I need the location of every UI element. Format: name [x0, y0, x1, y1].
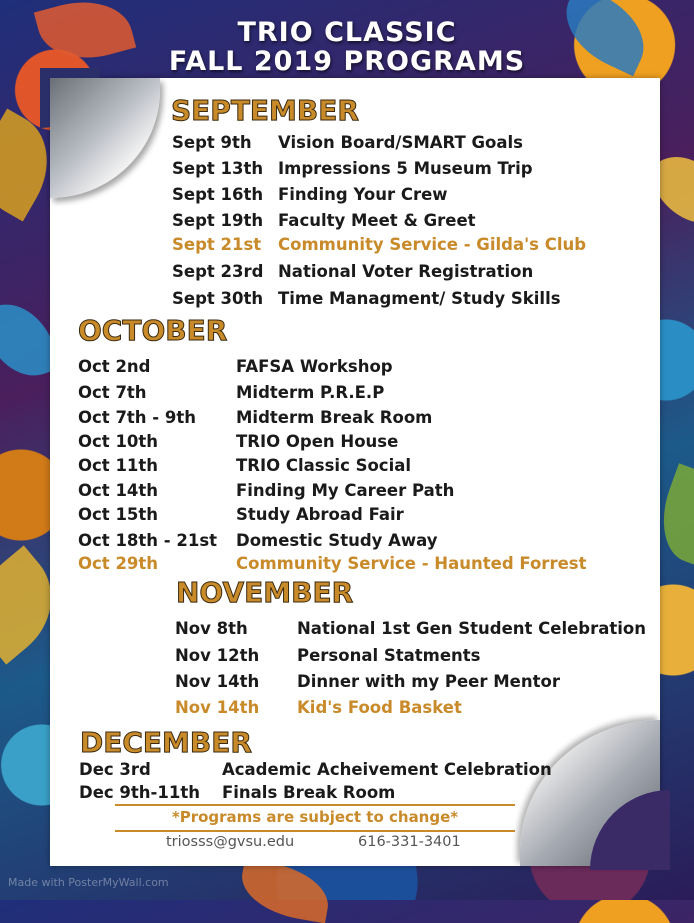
event-title: Dinner with my Peer Mentor: [297, 672, 560, 691]
event-title: FAFSA Workshop: [236, 357, 393, 376]
event-date: Oct 7th: [78, 383, 147, 402]
event-title: National Voter Registration: [278, 262, 534, 281]
event-date: Dec 3rd: [79, 760, 151, 779]
event-date: Sept 30th: [172, 289, 264, 308]
event-title: TRIO Classic Social: [236, 456, 412, 475]
event-date: Oct 15th: [78, 505, 159, 524]
event-date: Sept 13th: [172, 159, 264, 178]
divider-bottom: [115, 830, 515, 832]
event-date: Nov 8th: [175, 619, 248, 638]
contact-email: triosss@gvsu.edu: [166, 834, 295, 850]
leaf-decoration: [236, 859, 333, 923]
month-heading-september: SEPTEMBER: [171, 94, 359, 127]
event-title: Kid's Food Basket: [297, 698, 462, 717]
event-date: Nov 14th: [175, 672, 260, 691]
event-date: Nov 12th: [175, 646, 260, 665]
month-heading-november: NOVEMBER: [176, 576, 354, 609]
title-line-2: FALL 2019 PROGRAMS: [168, 46, 526, 77]
event-date: Oct 18th - 21st: [78, 531, 218, 550]
event-date: Sept 9th: [172, 133, 252, 152]
event-date: Sept 16th: [172, 185, 264, 204]
divider-top: [115, 804, 515, 806]
event-date: Oct 14th: [78, 481, 159, 500]
poster-title: [0, 18, 694, 76]
event-title: Impressions 5 Museum Trip: [278, 159, 533, 178]
change-notice: *Programs are subject to change*: [171, 808, 459, 826]
event-title: Personal Statments: [297, 646, 481, 665]
contact-phone: 616-331-3401: [358, 834, 461, 850]
event-date: Dec 9th-11th: [79, 783, 200, 802]
event-title: Domestic Study Away: [236, 531, 438, 550]
event-title: Midterm P.R.E.P: [236, 383, 385, 402]
event-title: Finding My Career Path: [236, 481, 455, 500]
title-line-1: TRIO CLASSIC: [237, 17, 457, 48]
event-title: TRIO Open House: [236, 432, 399, 451]
event-date: Sept 19th: [172, 211, 264, 230]
event-title: Vision Board/SMART Goals: [278, 133, 523, 152]
event-title: Community Service - Gilda's Club: [278, 235, 587, 254]
event-date: Nov 14th: [175, 698, 260, 717]
event-title: Community Service - Haunted Forrest: [236, 554, 587, 573]
event-date: Oct 2nd: [78, 357, 151, 376]
event-date: Oct 11th: [78, 456, 159, 475]
event-date: Oct 7th - 9th: [78, 408, 197, 427]
event-title: Finding Your Crew: [278, 185, 448, 204]
event-title: Time Managment/ Study Skills: [278, 289, 561, 308]
event-title: Midterm Break Room: [236, 408, 433, 427]
event-date: Sept 23rd: [172, 262, 264, 281]
event-title: Finals Break Room: [222, 783, 396, 802]
event-title: National 1st Gen Student Celebration: [297, 619, 647, 638]
event-date: Sept 21st: [172, 235, 262, 254]
event-title: Academic Acheivement Celebration: [222, 760, 552, 779]
event-title: Study Abroad Fair: [236, 505, 404, 524]
event-date: Oct 10th: [78, 432, 159, 451]
watermark: Made with PosterMyWall.com: [8, 876, 169, 889]
event-title: Faculty Meet & Greet: [278, 211, 476, 230]
month-heading-december: DECEMBER: [80, 726, 252, 759]
month-heading-october: OCTOBER: [78, 314, 228, 347]
event-date: Oct 29th: [78, 554, 159, 573]
